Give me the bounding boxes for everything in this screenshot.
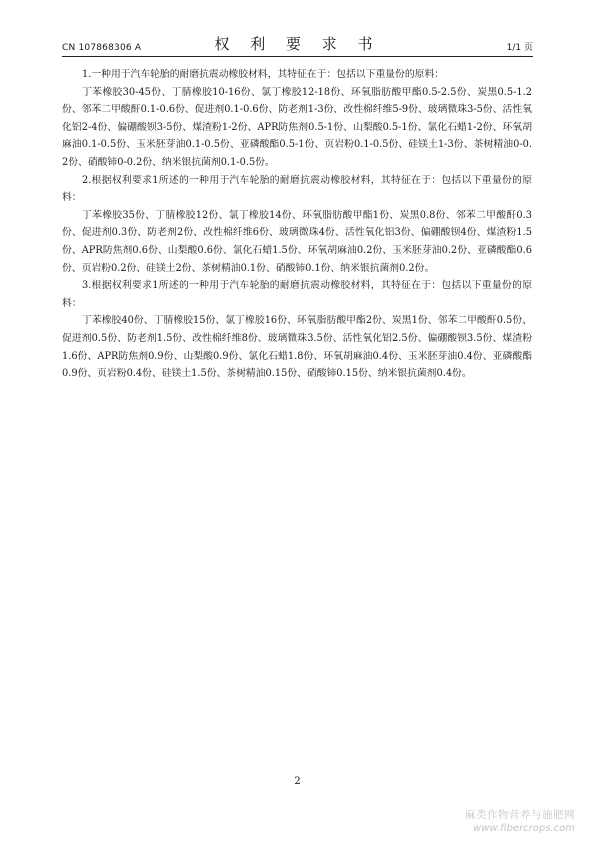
page-number: 2 <box>294 776 301 787</box>
claim-1-intro: 1.一种用于汽车轮胎的耐磨抗震动橡胶材料，其特征在于：包括以下重量份的原料： <box>82 69 445 80</box>
document-title: 权 利 要 求 书 <box>214 35 381 53</box>
claim-3-intro: 3.根据权利要求1所述的一种用于汽车轮胎的耐磨抗震动橡胶材料，其特征在于：包括以下重量份的原料： <box>62 280 532 309</box>
page-indicator: 1/1 页 <box>506 43 533 53</box>
claim-2-intro: 2.根据权利要求1所述的一种用于汽车轮胎的耐磨抗震动橡胶材料，其特征在于：包括以下重量份的原料： <box>62 174 532 204</box>
document-header <box>62 34 533 57</box>
watermark-url: www.fibercrops.com <box>473 823 575 834</box>
watermark-site-name: 麻类作物营养与施肥网 <box>465 809 575 821</box>
publication-number: CN 107868306 A <box>62 43 142 53</box>
claims-body <box>62 66 532 383</box>
watermark <box>465 808 575 836</box>
claim-3-formula: 丁苯橡胶40份、丁腈橡胶15份、氯丁橡胶16份、环氧脂肪酸甲酯2份、炭黑1份、邻苯二甲酸酐0.5份、促进剂0.5份、防老剂1.5份、改性棉纤维8份、玻璃微珠3.5份、活性氧化铝2.5份、偏硼酸钡3.5份、煤渣粉1.6份、APR防焦剂0.9份、山梨酸0.9份、氯化石蜡1.8份、环氧胡麻油0.4份、玉米胚芽油0.4份、亚磷酸酯0.9份、页岩粉0.4份、硅镁土1.5份、茶树精油0.15份、硝酸铈0.15份、纳米银抗菌剂0.4份。 <box>62 315 532 380</box>
claim-1-formula: 丁苯橡胶30-45份、丁腈橡胶10-16份、氯丁橡胶12-18份、环氧脂肪酸甲酯0.5-2.5份、炭黑0.5-1.2份、邻苯二甲酸酐0.1-0.6份、促进剂0.1-0.6份、防老剂1-3份、改性棉纤维5-9份、玻璃微珠3-5份、活性氧化铝2-4份、偏硼酸钡3-5份、煤渣粉1-2份、APR防焦剂0.5-1份、山梨酸0.5-1份、氯化石蜡1-2份、环氧胡麻油0.1-0.5份、玉米胚芽油0.1-0.5份、亚磷酸酯0.5-1份、页岩粉0.1-0.5份、硅镁土1-3份、茶树精油0-0.2份、硝酸铈0-0.2份、纳米银抗菌剂0.1-0.5份。 <box>62 86 532 168</box>
claim-2-formula: 丁苯橡胶35份、丁腈橡胶12份、氯丁橡胶14份、环氧脂肪酸甲酯1份、炭黑0.8份、邻苯二甲酸酐0.3份、促进剂0.3份、防老剂2份、改性棉纤维6份、玻璃微珠4份、活性氧化铝3份、偏硼酸钡4份、煤渣粉1.5份、APR防焦剂0.6份、山梨酸0.6份、氯化石蜡1.5份、环氧胡麻油0.2份、玉米胚芽油0.2份、亚磷酸酯0.6份、页岩粉0.2份、硅镁土2份、茶树精油0.1份、硝酸铈0.1份、纳米银抗菌剂0.2份。 <box>62 209 532 274</box>
